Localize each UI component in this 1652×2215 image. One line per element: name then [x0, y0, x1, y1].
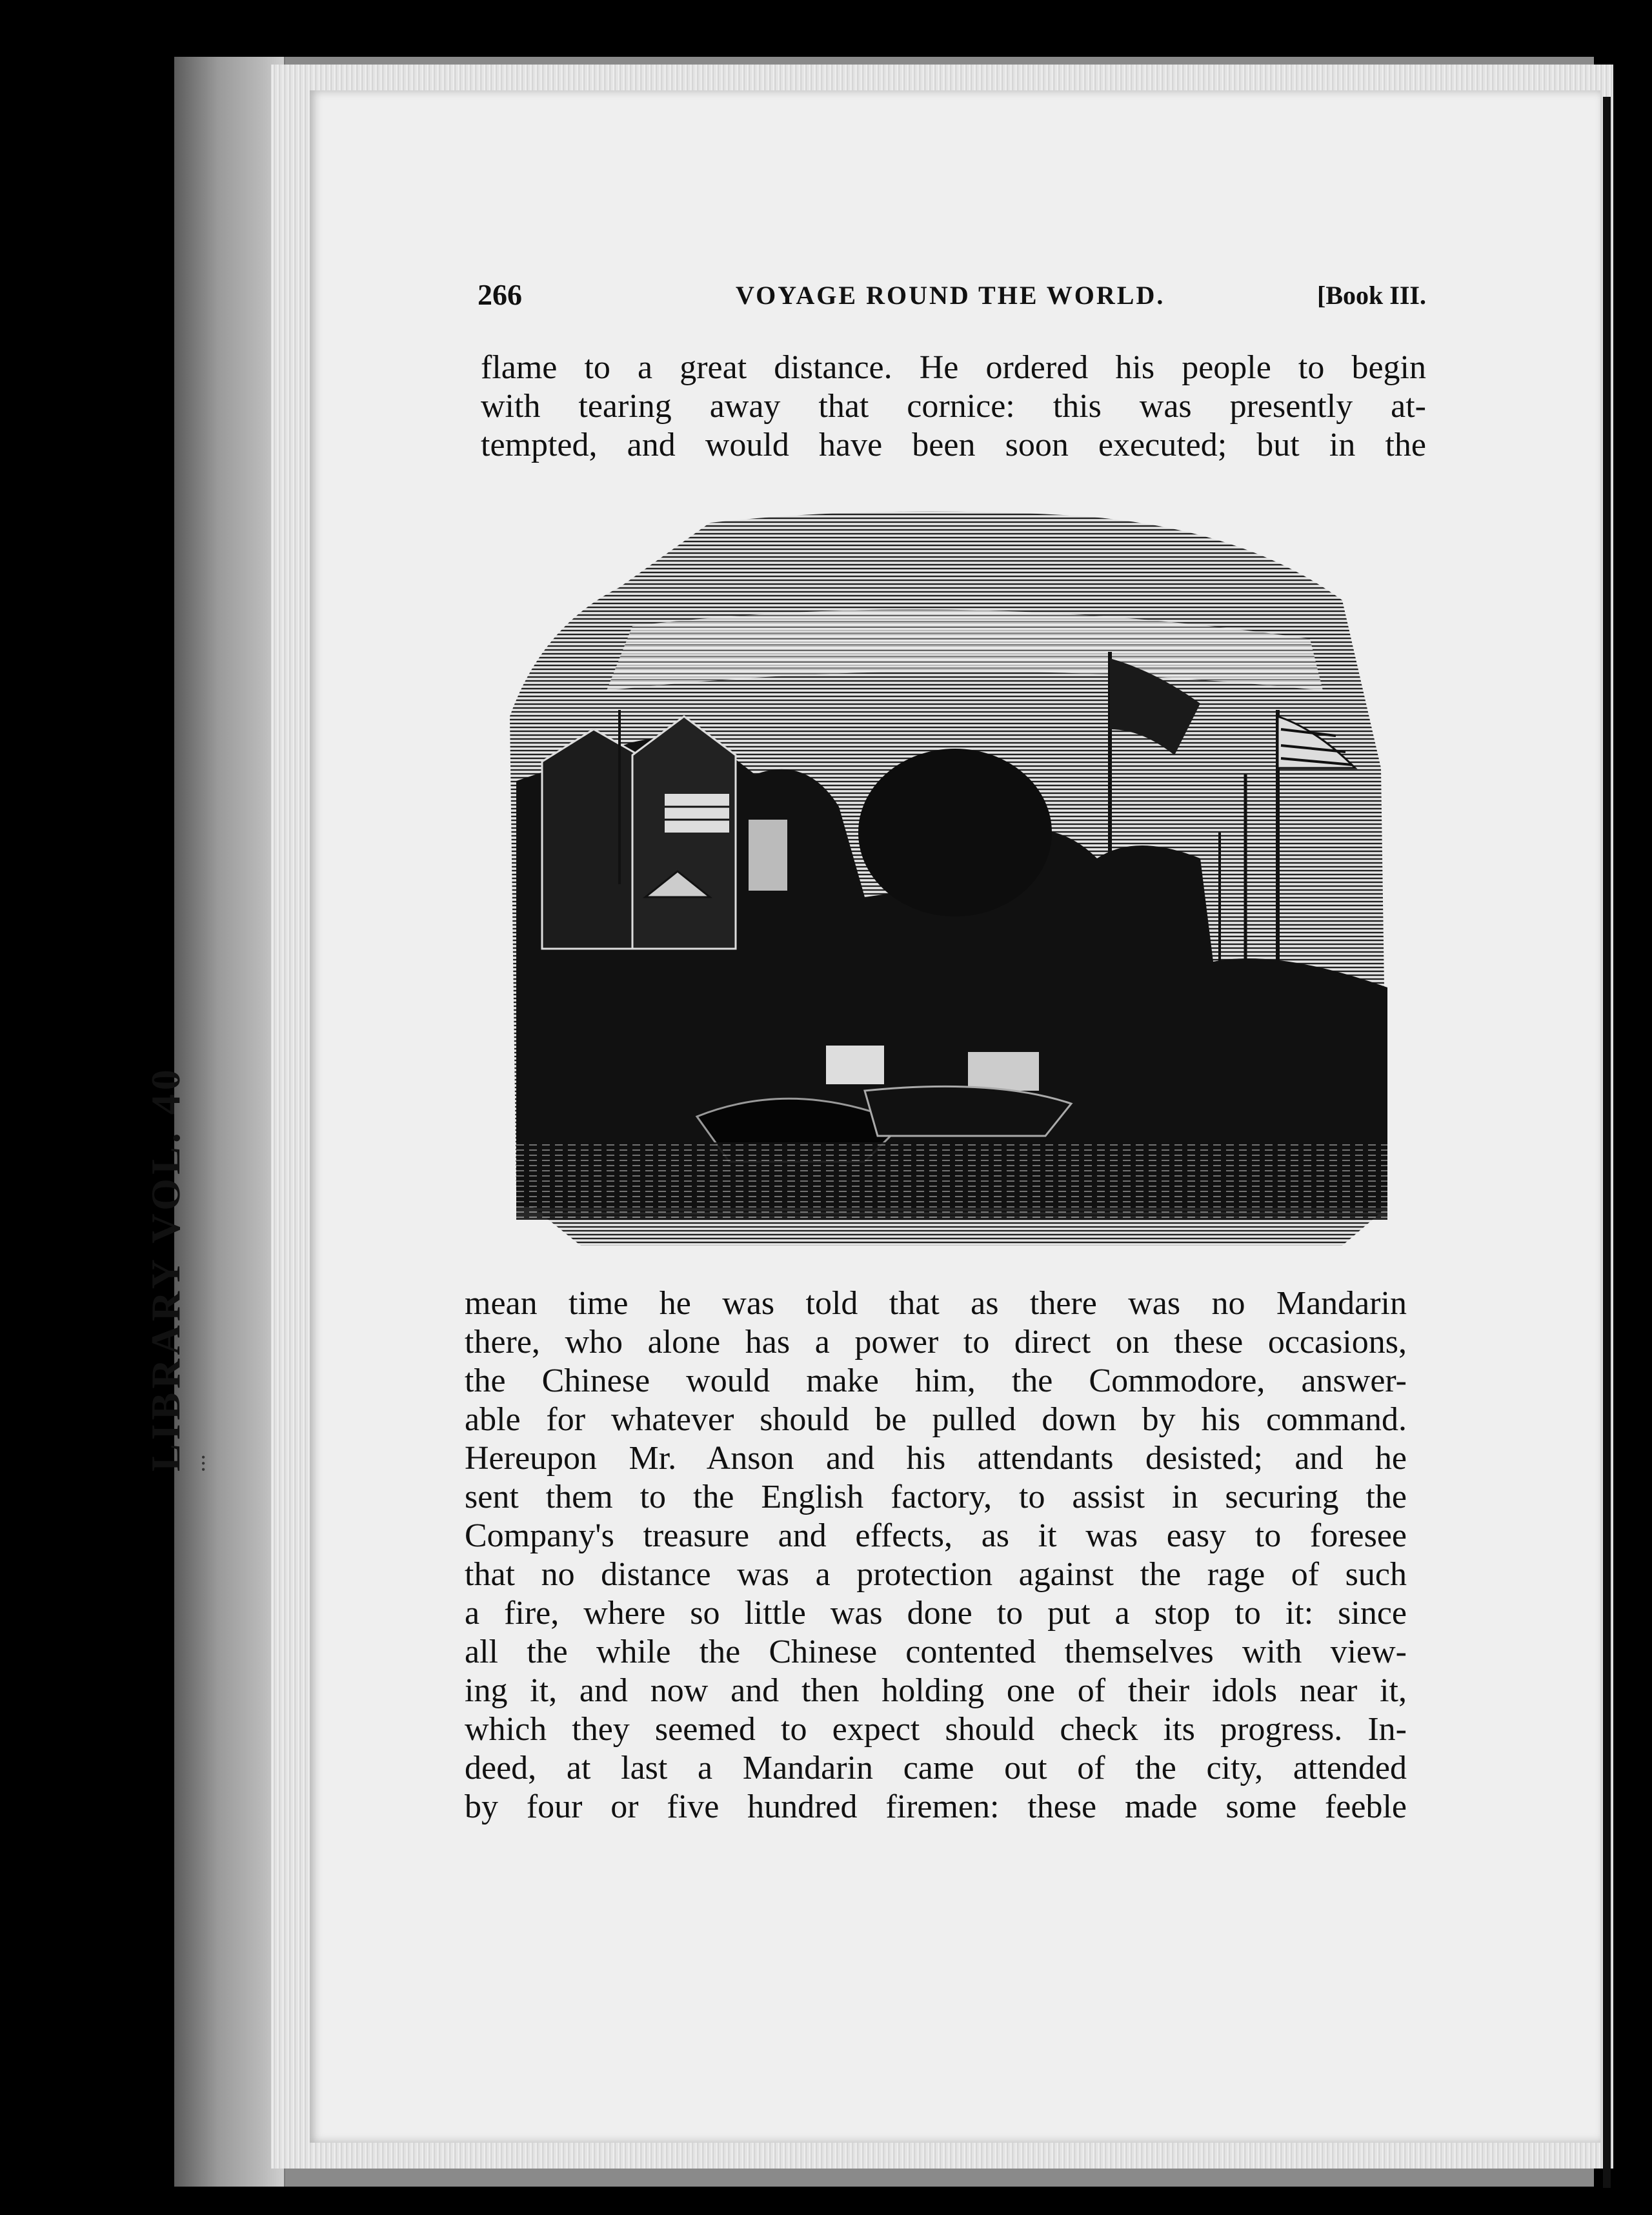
text-line: by four or five hundred firemen: these made some feeble [465, 1788, 1407, 1825]
text-line: there, who alone has a power to direct on these occasions, [465, 1324, 1407, 1360]
book-section: [Book III. [1317, 281, 1426, 310]
text-line: mean time he was told that as there was no Mandarin [465, 1285, 1407, 1322]
text-line: which they seemed to expect should check its progress. In- [465, 1711, 1407, 1748]
text-line: a fire, where so little was done to put a stop to it: since [465, 1595, 1407, 1632]
text-line: flame to a great distance. He ordered his people to begin [481, 349, 1426, 386]
spine-library-text: LIBRARY VOL. 40 [143, 1066, 188, 1472]
paragraph-after-illustration [465, 1284, 1407, 1826]
text-line: sent them to the English factory, to assist in securing the [465, 1479, 1407, 1515]
text-line: with tearing away that cornice: this was presently at- [481, 388, 1426, 425]
text-line: Company's treasure and effects, as it was easy to foresee [465, 1517, 1407, 1554]
text-line: the Chinese would make him, the Commodore, answer- [465, 1362, 1407, 1399]
text-line: all the while the Chinese contented themselves with view- [465, 1633, 1407, 1670]
running-title: VOYAGE ROUND THE WORLD. [736, 281, 1165, 310]
text-line: ing it, and now and then holding one of their idols near it, [465, 1672, 1407, 1709]
text-line: that no distance was a protection against the rage of such [465, 1556, 1407, 1593]
text-line: able for whatever should be pulled down by his command. [465, 1401, 1407, 1438]
harbor-engraving-illustration [503, 497, 1394, 1259]
text-line: deed, at last a Mandarin came out of the city, attended [465, 1750, 1407, 1786]
facing-page-edge [1603, 97, 1611, 2188]
spine-sub-text: ... [190, 1453, 208, 1472]
paragraph-before-illustration [481, 349, 1426, 465]
page-number: 266 [478, 278, 522, 311]
text-line: Hereupon Mr. Anson and his attendants desisted; and he [465, 1440, 1407, 1477]
spine-label [142, 891, 232, 1472]
text-line: tempted, and would have been soon executed; but in the [481, 427, 1426, 463]
running-header [478, 278, 1426, 316]
